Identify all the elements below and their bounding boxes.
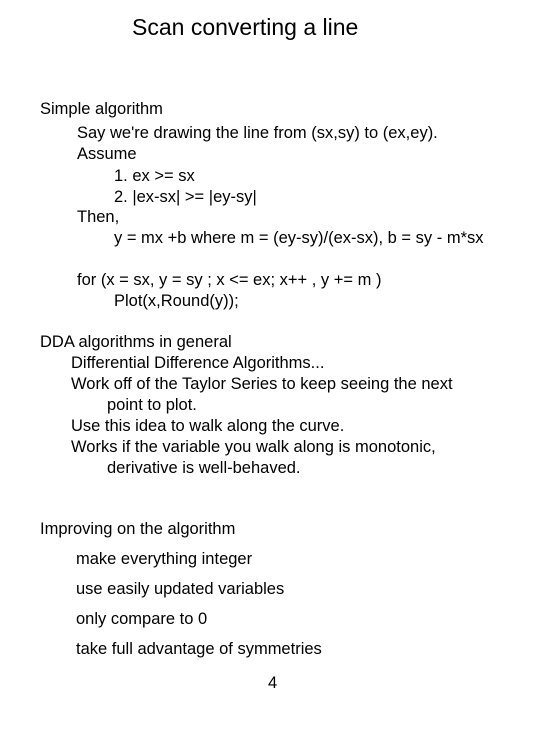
improving-heading: Improving on the algorithm	[40, 520, 236, 538]
page-number: 4	[268, 674, 278, 692]
simple-assume: Assume	[77, 145, 137, 163]
improving-item: only compare to 0	[76, 610, 208, 628]
simple-loop: for (x = sx, y = sy ; x <= ex; x++ , y += m )	[77, 271, 382, 289]
dda-item: Work off of the Taylor Series to keep seeing the next	[71, 375, 453, 393]
simple-equation: y = mx +b where m = (ey-sy)/(ex-sx), b = sy - m*sx	[114, 229, 484, 247]
dda-heading: DDA algorithms in general	[40, 333, 232, 351]
simple-plot: Plot(x,Round(y));	[114, 292, 239, 310]
dda-item: Differential Difference Algorithms...	[71, 354, 325, 372]
simple-then: Then,	[77, 208, 120, 226]
simple-condition-2: 2. |ex-sx| >= |ey-sy|	[114, 188, 257, 206]
improving-item: use easily updated variables	[76, 580, 285, 598]
dda-item: Works if the variable you walk along is monotonic,	[71, 438, 436, 456]
improving-item: take full advantage of symmetries	[76, 640, 322, 658]
improving-item: make everything integer	[76, 550, 253, 568]
simple-condition-1: 1. ex >= sx	[114, 167, 195, 185]
simple-drawing-line: Say we're drawing the line from (sx,sy) to (ex,ey).	[77, 124, 438, 142]
dda-item: Use this idea to walk along the curve.	[71, 417, 345, 435]
simple-algorithm-heading: Simple algorithm	[40, 100, 163, 118]
dda-item: point to plot.	[107, 396, 197, 414]
page-title: Scan converting a line	[132, 14, 359, 40]
dda-item: derivative is well-behaved.	[107, 459, 301, 477]
